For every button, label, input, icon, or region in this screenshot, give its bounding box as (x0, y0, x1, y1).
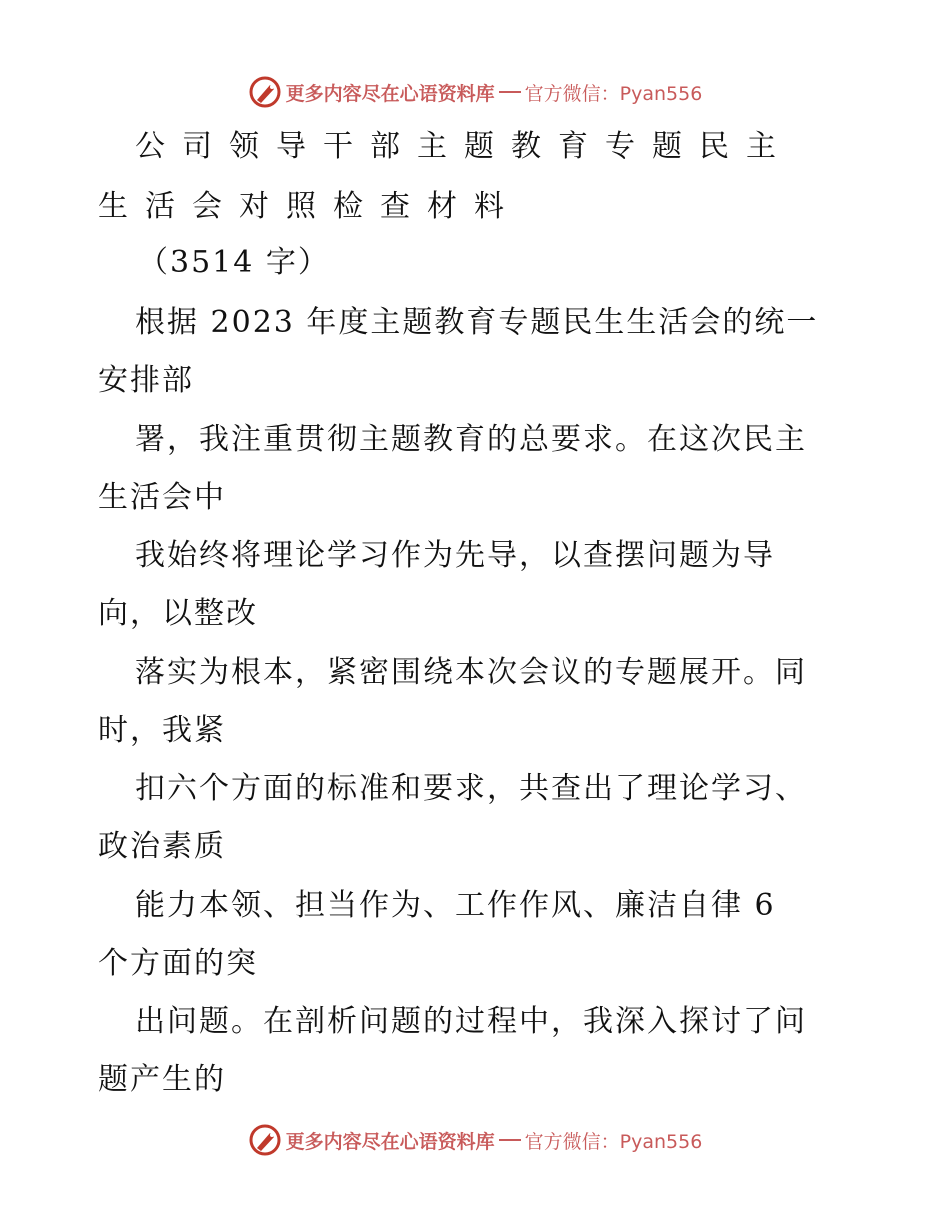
body-line: 时，我紧 (98, 713, 226, 748)
watermark-dash (499, 91, 521, 93)
header-watermark (0, 72, 950, 112)
body-line: 能力本领、担当作为、工作作风、廉洁自律 6 (135, 888, 776, 923)
body-line: 向，以整改 (98, 596, 258, 631)
body-line: 落实为根本，紧密围绕本次会议的专题展开。同 (135, 655, 807, 690)
body-line: 我始终将理论学习作为先导，以查摆问题为导 (135, 538, 775, 573)
body-line: 政治素质 (98, 829, 226, 864)
body-line: 署，我注重贯彻主题教育的总要求。在这次民主 (135, 422, 807, 457)
body-line: 根据 2023 年度主题教育专题民生生活会的统一 (135, 305, 819, 340)
body-line: 出问题。在剖析问题的过程中，我深入探讨了问 (135, 1004, 807, 1039)
pen-logo-icon (248, 75, 282, 109)
word-count: （3514 字） (138, 245, 330, 280)
watermark-dash (499, 1139, 521, 1141)
body-line: 扣六个方面的标准和要求，共查出了理论学习、 (135, 771, 807, 806)
watermark-contact-text: 官方微信：Pyan556 (524, 82, 703, 105)
body-line: 个方面的突 (98, 946, 258, 981)
watermark-brand-text: 更多内容尽在心语资料库 (285, 82, 495, 105)
watermark-contact-text: 官方微信：Pyan556 (524, 1130, 703, 1153)
document-title-line-2: 生活会对照检查材料 (98, 189, 521, 224)
pen-logo-icon (248, 1123, 282, 1157)
body-line: 安排部 (98, 363, 194, 398)
watermark-brand-text: 更多内容尽在心语资料库 (285, 1130, 495, 1153)
document-title-line-1: 公司领导干部主题教育专题民主 (135, 129, 793, 164)
body-line: 生活会中 (98, 480, 226, 515)
body-line: 题产生的 (98, 1062, 226, 1097)
footer-watermark (0, 1120, 950, 1160)
